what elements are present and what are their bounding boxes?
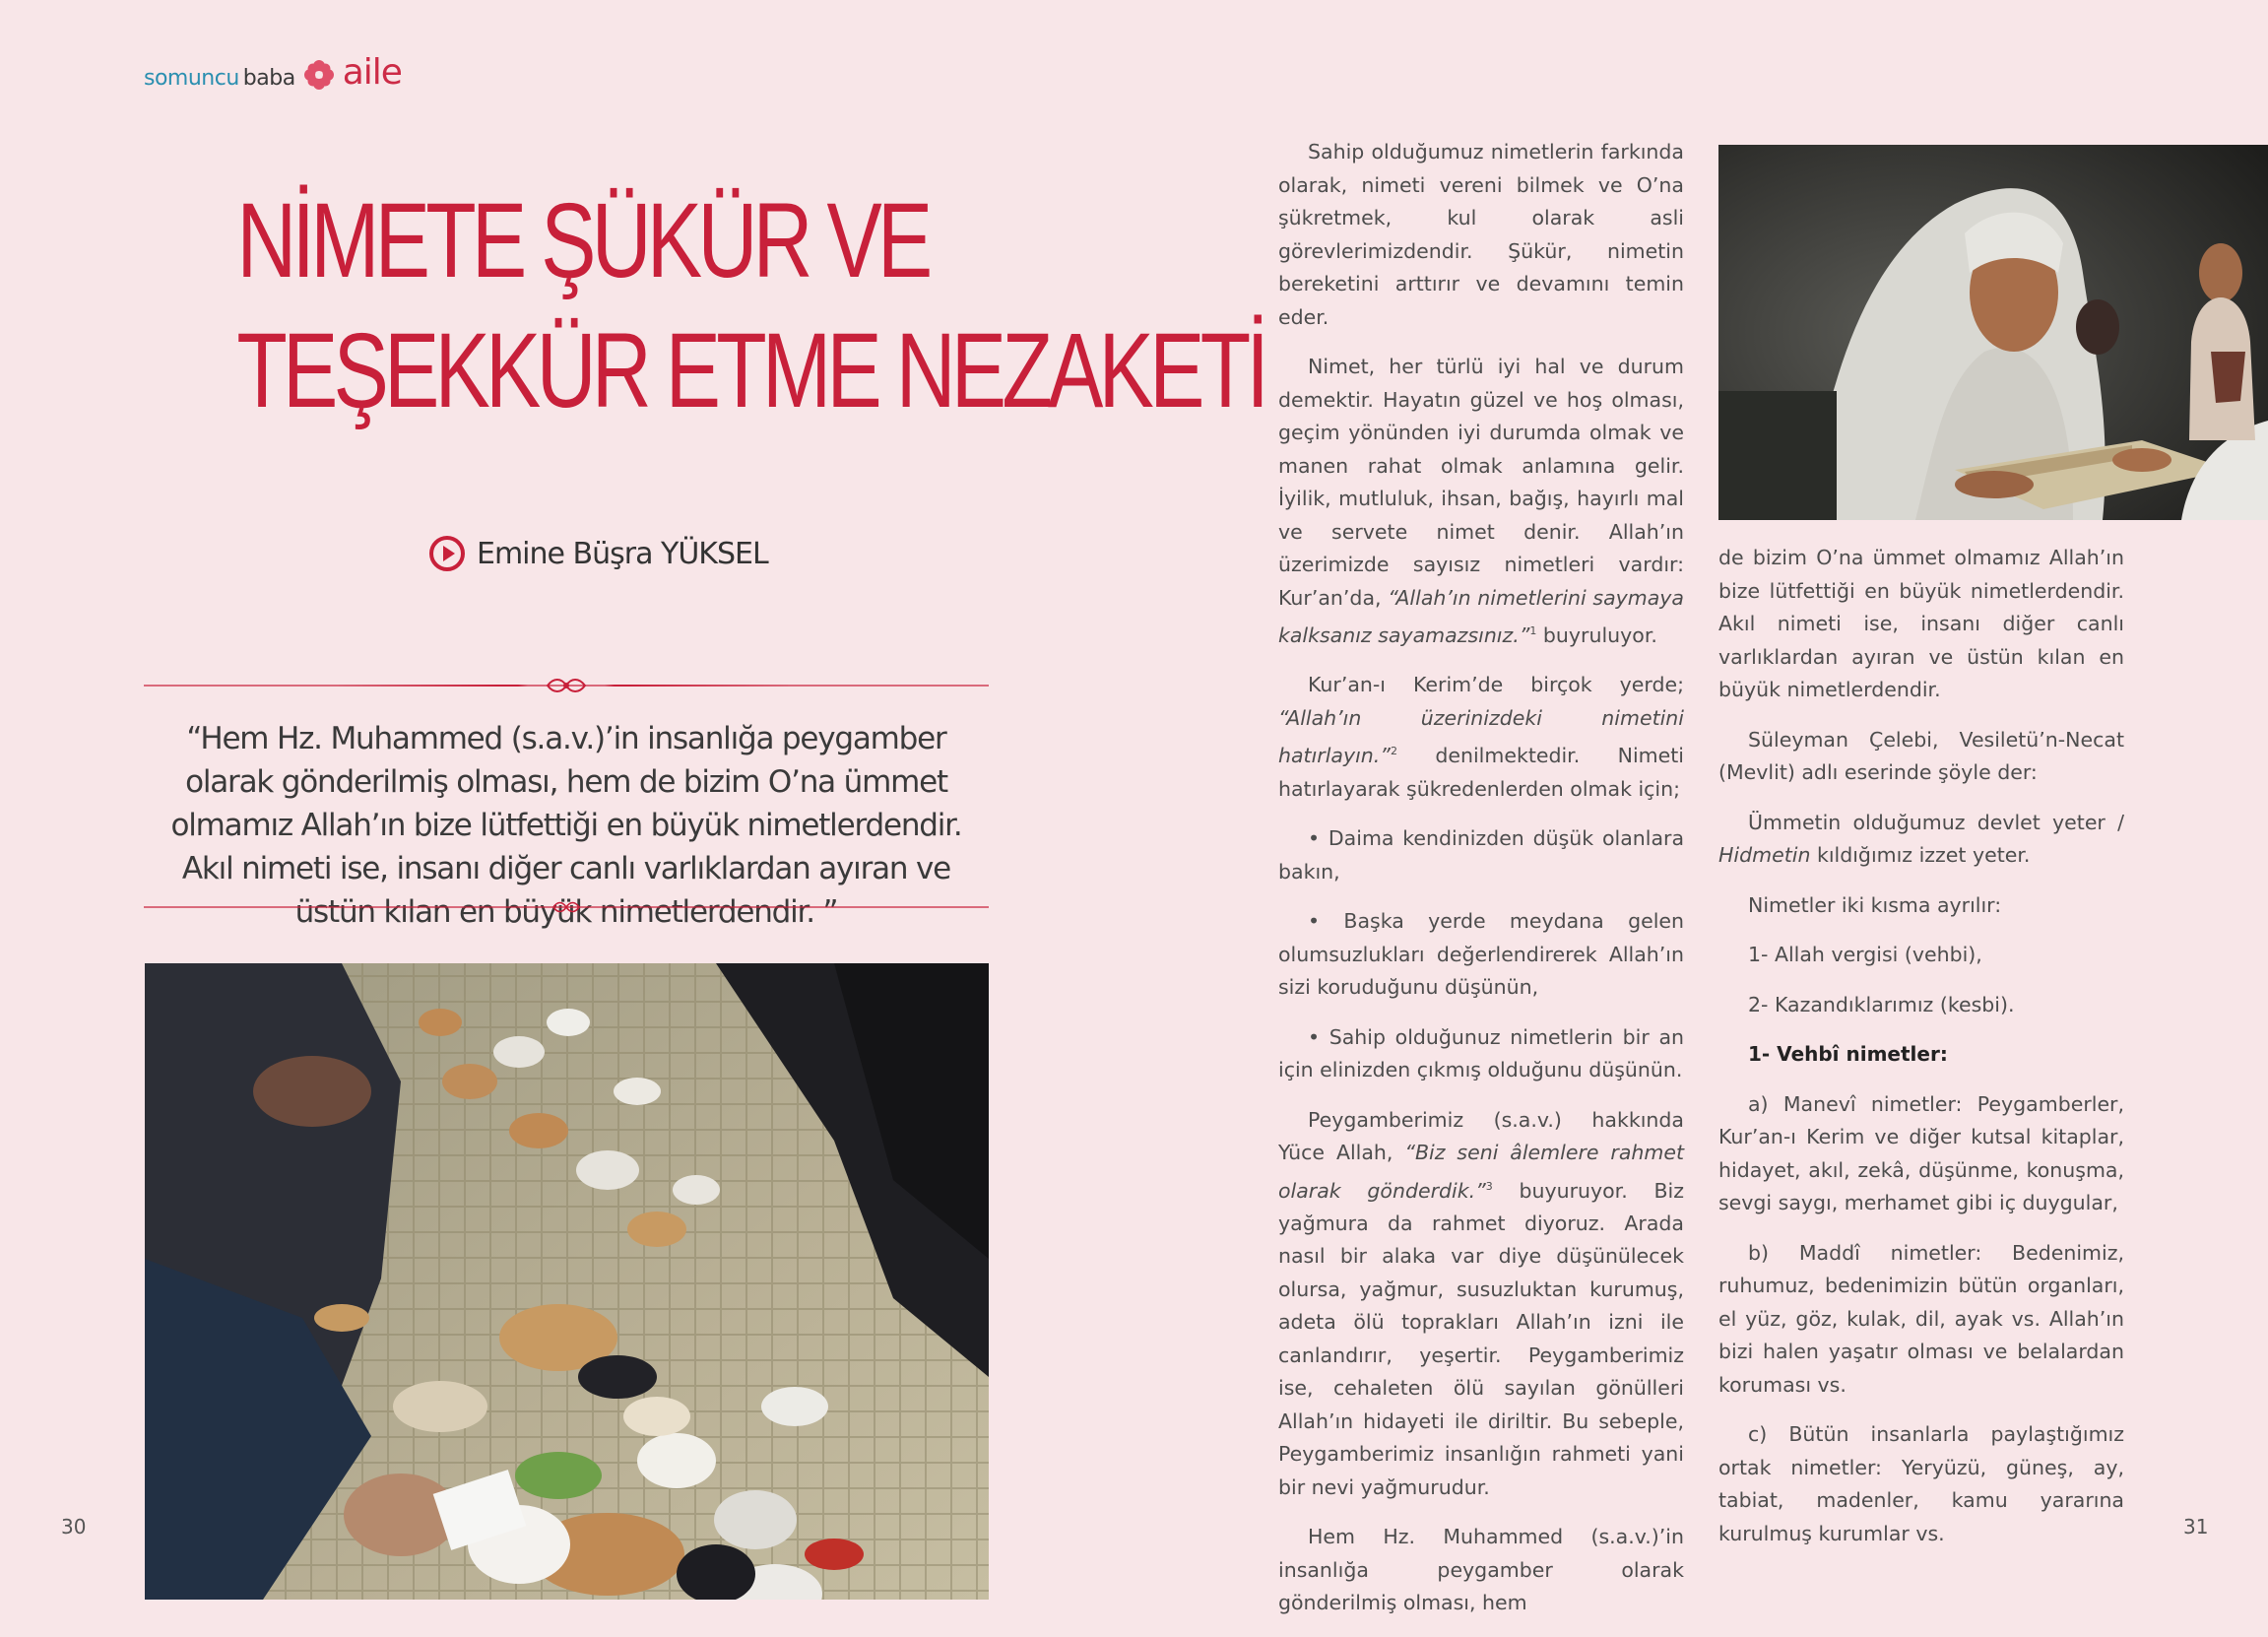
paragraph: Süleyman Çelebi, Vesiletü’n-Necat (Mevlit) adlı eserinde şöyle der: — [1718, 727, 2124, 784]
list-item: 2- Kazandıklarımız (kesbi). — [1748, 992, 2015, 1016]
magazine-logo — [144, 51, 402, 91]
play-circle-icon — [427, 534, 467, 573]
paragraph: de bizim O’na ümmet olmamız Allah’ın bize lütfettiği en büyük nimetlerdendir. Akıl nimeti ise, insanı diğer canlı varlıklardan ayıran ve üstün kılan en büyük nimetlerdendir. — [1718, 546, 2124, 701]
paragraph: b) Maddî nimetler: Bedenimiz, ruhumuz, bedenimizin bütün organları, el yüz, göz, kulak, dil, ayak vs. Allah’ın bizi halen yaşatır olması ve belalardan koruması vs. — [1718, 1240, 2124, 1397]
list-item: 1- Allah vergisi (vehbi), — [1748, 943, 1982, 966]
verse: Ümmetin olduğumuz devlet yeter / Hidmetin kıldığımız izzet yeter. — [1718, 810, 2124, 867]
paragraph: Nimetler iki kısma ayrılır: — [1748, 892, 2002, 917]
logo-text-aile: aile — [342, 52, 402, 93]
title-line-1: NİMETE ŞÜKÜR VE — [236, 180, 929, 299]
photo-shared-meal — [145, 963, 989, 1600]
author-byline — [427, 532, 768, 575]
paragraph: c) Bütün insanlarla paylaştığımız ortak nimetler: Yeryüzü, güneş, ay, tabiat, madenler, kamu yararına kurulmuş kurumlar vs. — [1718, 1422, 2124, 1545]
bullet-item: • Başka yerde meydana gelen olumsuzlukları değerlendirerek Allah’ın sizi koruduğunu düşünün, — [1278, 909, 1684, 1000]
logo-text-baba: baba — [242, 66, 295, 91]
bullet-item: • Daima kendinizden düşük olanlara bakın, — [1278, 826, 1684, 884]
flower-icon — [303, 59, 335, 91]
author-name: Emine Büşra YÜKSEL — [477, 536, 768, 571]
page-number-left: 30 — [61, 1515, 87, 1539]
paragraph: Nimet, her türlü iyi hal ve durum demektir. Hayatın güzel ve hoş olması, geçim yönünden iyi durumda olmak ve manen rahat olmak anlamına gelir. İyilik, mutluluk, ihsan, bağış, hayırlı mal ve servete nimet denir. Allah’ın üzerimizde sayısız nimetleri vardır: Kur’an’da, “Allah’ın nimetlerini saymaya kalksanız sayamazsınız.”$^1$ buyruluyor. — [1278, 355, 1684, 647]
paragraph: Hem Hz. Muhammed (s.a.v.)’in insanlığa peygamber olarak gönderilmiş olması, hem — [1278, 1525, 1684, 1615]
ornament-divider-bottom — [144, 900, 989, 914]
article-column-1 — [1278, 136, 1684, 1637]
title-line-2: TEŞEKKÜR ETME NEZAKETİ — [236, 310, 1265, 429]
paragraph: a) Manevî nimetler: Peygamberler, Kur’an-ı Kerim ve diğer kutsal kitaplar, hidayet, akıl, zekâ, düşünme, konuşma, sevgi saygı, merhamet gibi iç duygular, — [1718, 1091, 2124, 1214]
paragraph: Kur’an-ı Kerim’de birçok yerde; “Allah’ın üzerinizdeki nimetini hatırlayın.”$^2$ denilmektedir. Nimeti hatırlayarak şükredenlerden olmak için; — [1278, 673, 1684, 801]
logo-text-somuncu: somuncu — [144, 66, 239, 91]
section-heading: 1- Vehbî nimetler: — [1748, 1042, 1948, 1066]
ornament-divider-top — [144, 676, 989, 695]
article-title — [236, 175, 1265, 435]
pull-quote: “Hem Hz. Muhammed (s.a.v.)’in insanlığa peygamber olarak gönderilmiş olması, hem de bizim O’na ümmet olmamız Allah’ın bize lütfettiği en büyük nimetlerdendir. Akıl nimeti ise, insanı diğer canlı varlıklardan ayıran ve üstün kılan en büyük nimetlerdendir. ” — [170, 721, 962, 930]
paragraph: Sahip olduğumuz nimetlerin farkında olarak, nimeti vereni bilmek ve O’na şükretmek, kul olarak asli görevlerimizdendir. Şükür, nimetin bereketini arttırır ve devamını temin eder. — [1278, 140, 1684, 329]
paragraph: Peygamberimiz (s.a.v.) hakkında Yüce Allah, “Biz seni âlemlere rahmet olarak gönderdik.”$^3$ buyuruyor. Biz yağmura da rahmet diyoruz. Arada nasıl bir alaka var diye düşünülecek olursa, yağmur, susuzluktan kurumuş, adeta ölü toprakları Allah’ın izni ile canlandırır, yeşertir. Peygamberimiz ise, cehaleten ölü sayılan gönülleri Allah’ın hidayeti ile diriltir. Bu sebeple, Peygamberimiz insanlığın rahmeti yani bir nevi yağmurudur. — [1278, 1107, 1684, 1499]
photo-girl-reading — [1718, 145, 2268, 520]
bullet-item: • Sahip olduğunuz nimetlerin bir an için elinizden çıkmış olduğunu düşünün. — [1278, 1024, 1684, 1082]
page-number-right: 31 — [2183, 1515, 2209, 1539]
article-column-2 — [1718, 542, 2124, 1567]
